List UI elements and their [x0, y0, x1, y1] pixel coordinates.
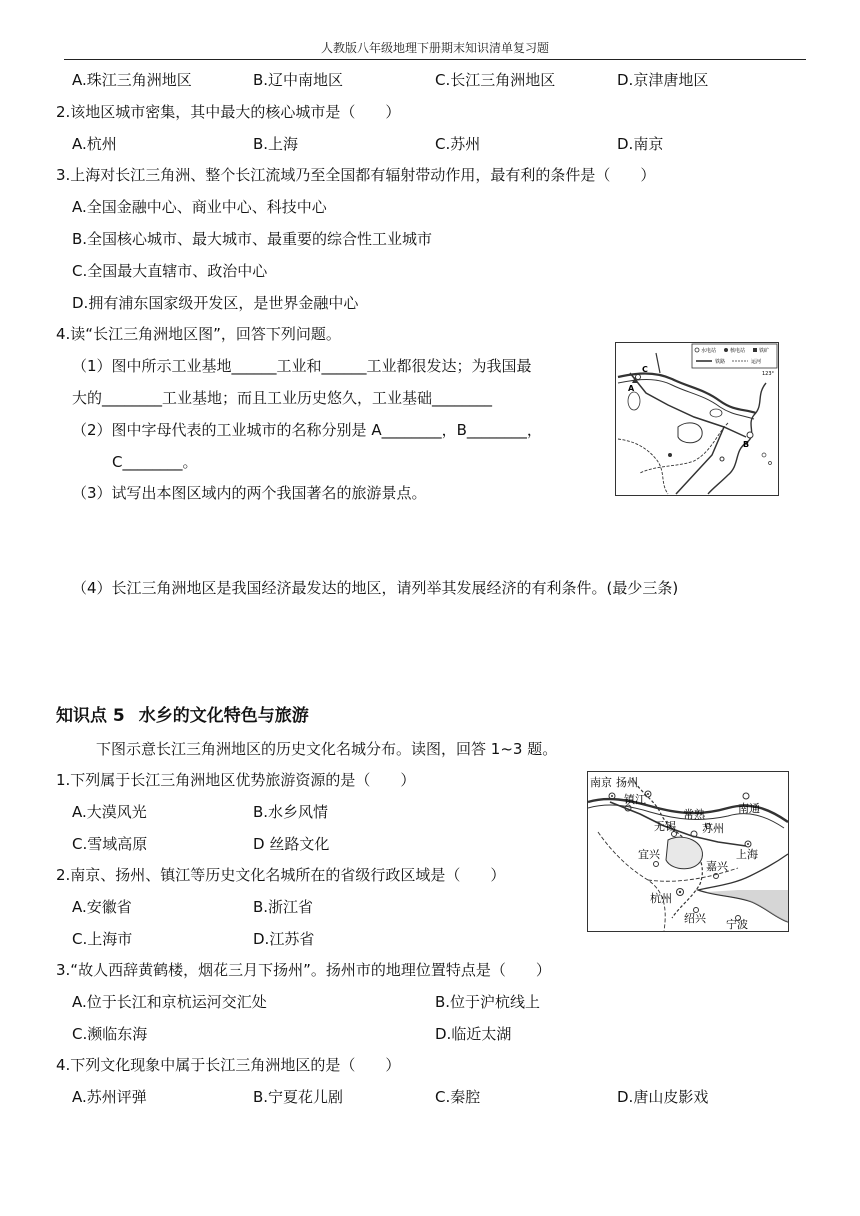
section-number: 知识点 5 — [56, 706, 125, 726]
q2-option-c: C.苏州 — [435, 135, 481, 153]
s2-stem: 2.南京、扬州、镇江等历史文化名城所在的省级行政区域是（ ） — [56, 866, 506, 884]
q-top-option-c: C.长江三角洲地区 — [435, 71, 556, 89]
q4-part2-line2: C________。 — [112, 453, 198, 471]
q3-option-b: B.全国核心城市、最大城市、最重要的综合性工业城市 — [72, 230, 433, 248]
q4-stem: 4.读“长江三角洲地区图”，回答下列问题。 — [56, 325, 341, 343]
map1-label-a: A — [628, 384, 635, 393]
s1-stem: 1.下列属于长江三角洲地区优势旅游资源的是（ ） — [56, 771, 416, 789]
s2-option-a: A.安徽省 — [72, 898, 132, 916]
q4-part1-line1: （1）图中所示工业基地______工业和______工业都很发达；为我国最 — [72, 357, 532, 375]
map2-city-hangzhou: 杭州 — [650, 892, 672, 905]
longitude-tick: 123° — [762, 371, 775, 377]
s4-option-b: B.宁夏花儿剧 — [253, 1088, 344, 1106]
s3-stem: 3.“故人西辞黄鹤楼，烟花三月下扬州”。扬州市的地理位置特点是（ ） — [56, 961, 551, 979]
s3-option-c: C.濒临东海 — [72, 1025, 148, 1043]
q2-option-b: B.上海 — [253, 135, 299, 153]
q3-option-a: A.全国金融中心、商业中心、科技中心 — [72, 198, 327, 216]
yangtze-delta-map — [615, 342, 779, 496]
s1-option-a: A.大漠风光 — [72, 803, 147, 821]
page-header: 人教版八年级地理下册期末知识清单复习题 — [64, 39, 806, 60]
map2-city-shanghai: 上海 — [736, 848, 758, 861]
q2-option-d: D.南京 — [617, 135, 664, 153]
s2-option-b: B.浙江省 — [253, 898, 314, 916]
q4-part2-line1: （2）图中字母代表的工业城市的名称分别是 A________，B________， — [72, 421, 542, 439]
map2-city-jiaxing: 嘉兴 — [706, 860, 728, 873]
legend-hydro: 水电站 — [701, 348, 717, 354]
map2-city-yangzhou: 扬州 — [616, 776, 638, 789]
s4-stem: 4.下列文化现象中属于长江三角洲地区的是（ ） — [56, 1056, 401, 1074]
s2-option-d: D.江苏省 — [253, 930, 315, 948]
s3-option-b: B.位于沪杭线上 — [435, 993, 541, 1011]
map2-city-changshu: 常熟 — [683, 808, 705, 821]
s1-option-c: C.雪域高原 — [72, 835, 148, 853]
q2-option-a: A.杭州 — [72, 135, 117, 153]
legend-nuclear: 核电站 — [730, 348, 746, 354]
historic-cities-map — [587, 771, 789, 932]
legend-canal: 运河 — [751, 359, 762, 365]
legend-railway: 铁路 — [715, 359, 726, 365]
q-top-option-d: D.京津唐地区 — [617, 71, 709, 89]
q-top-option-b: B.辽中南地区 — [253, 71, 344, 89]
legend-iron: 铁矿 — [759, 348, 770, 354]
map2-city-yixing: 宜兴 — [638, 848, 660, 861]
q3-option-c: C.全国最大直辖市、政治中心 — [72, 262, 268, 280]
map1-label-b: B — [743, 440, 750, 449]
s1-option-d: D 丝路文化 — [253, 835, 330, 853]
map2-city-nanjing: 南京 — [590, 776, 612, 789]
q4-part1-line2: 大的________工业基地；而且工业历史悠久，工业基础________ — [72, 389, 493, 407]
map2-city-ningbo: 宁波 — [726, 918, 748, 931]
q2-stem: 2.该地区城市密集，其中最大的核心城市是（ ） — [56, 103, 401, 121]
q3-option-d: D.拥有浦东国家级开发区，是世界金融中心 — [72, 294, 359, 312]
section-intro: 下图示意长江三角洲地区的历史文化名城分布。读图，回答 1~3 题。 — [96, 740, 558, 758]
s3-option-d: D.临近太湖 — [435, 1025, 512, 1043]
s2-option-c: C.上海市 — [72, 930, 133, 948]
map2-city-nantong: 南通 — [738, 802, 760, 815]
q4-part3: （3）试写出本图区域内的两个我国著名的旅游景点。 — [72, 484, 427, 502]
s4-option-a: A.苏州评弹 — [72, 1088, 147, 1106]
s3-option-a: A.位于长江和京杭运河交汇处 — [72, 993, 267, 1011]
s4-option-c: C.秦腔 — [435, 1088, 481, 1106]
map2-city-suzhou: 苏州 — [702, 822, 724, 835]
section-title: 水乡的文化特色与旅游 — [138, 706, 309, 726]
map1-label-c: C — [642, 365, 648, 374]
map2-city-shaoxing: 绍兴 — [684, 912, 706, 925]
map2-city-zhenjiang: 镇江 — [624, 793, 646, 806]
map2-city-wuxi: 无锡 — [654, 820, 676, 833]
section-heading — [56, 704, 323, 728]
q-top-option-a: A.珠江三角洲地区 — [72, 71, 192, 89]
q4-part4: （4）长江三角洲地区是我国经济最发达的地区，请列举其发展经济的有利条件。(最少三条) — [72, 579, 679, 597]
s4-option-d: D.唐山皮影戏 — [617, 1088, 709, 1106]
q3-stem: 3.上海对长江三角洲、整个长江流域乃至全国都有辐射带动作用，最有利的条件是（ ） — [56, 166, 656, 184]
s1-option-b: B.水乡风情 — [253, 803, 329, 821]
